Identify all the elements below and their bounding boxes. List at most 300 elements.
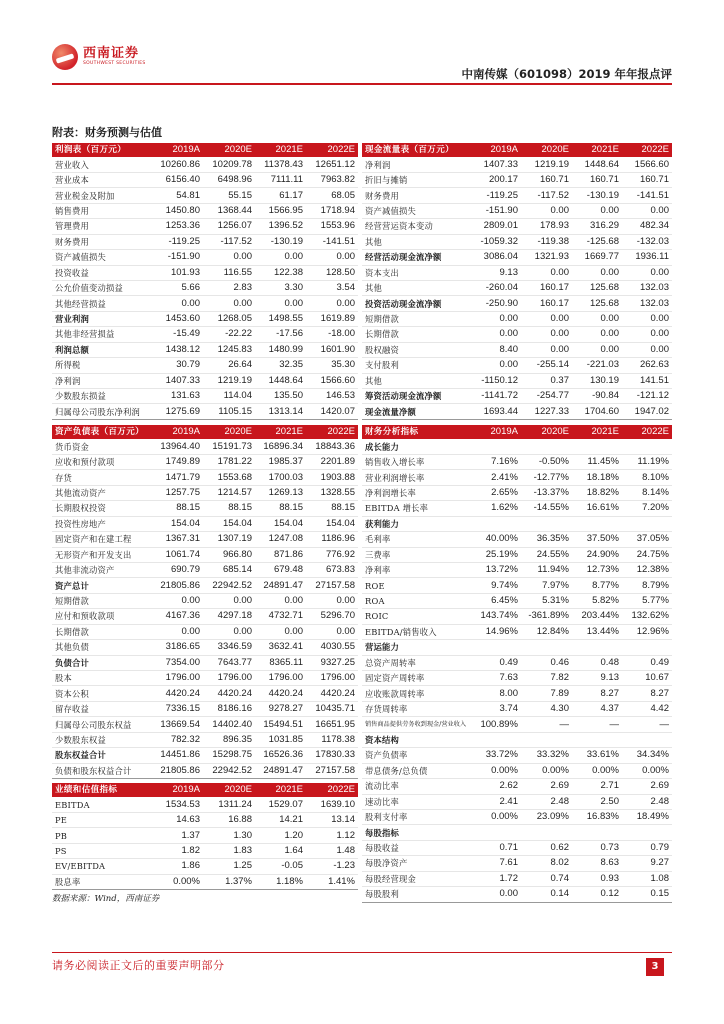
cell-value: 2201.89 — [306, 454, 358, 469]
cell-value: 11378.43 — [255, 157, 306, 172]
cell-value: 0.00 — [470, 887, 521, 902]
cell-value: 1227.33 — [521, 404, 572, 419]
cell-value: 2.65% — [470, 485, 521, 500]
row-label: 营业税金及附加 — [52, 188, 150, 203]
cell-value: 1639.10 — [306, 797, 358, 812]
cell-value: -17.56 — [255, 327, 306, 342]
cell-value: 33.61% — [572, 748, 622, 763]
cell-value: 24891.47 — [255, 578, 306, 593]
cell-value: 4420.24 — [150, 686, 203, 701]
cell-value: 1448.64 — [255, 373, 306, 388]
table-row — [362, 234, 672, 249]
row-label: 营业利润增长率 — [362, 470, 470, 485]
cell-value: 11.94% — [521, 562, 572, 577]
table-row — [362, 732, 672, 747]
table-row — [362, 219, 672, 234]
cell-value: 8.00 — [470, 686, 521, 701]
cell-value — [572, 516, 622, 531]
row-label: 资产总计 — [52, 578, 150, 593]
row-label: 少数股东权益 — [52, 732, 150, 747]
cell-value: 0.00 — [572, 342, 622, 357]
cell-value: 16.88 — [203, 812, 255, 827]
table-row — [52, 701, 358, 716]
cell-value: 3.30 — [255, 280, 306, 295]
cell-value: 1061.74 — [150, 547, 203, 562]
cell-value: 8.77% — [572, 578, 622, 593]
cell-value: -119.25 — [470, 188, 521, 203]
cell-value: 2.41 — [470, 794, 521, 809]
cell-value: 33.32% — [521, 748, 572, 763]
row-label: 净利润 — [52, 373, 150, 388]
table-row — [52, 188, 358, 203]
cell-value: 1566.60 — [306, 373, 358, 388]
cashflow-statement-table — [362, 143, 672, 420]
table-title: 利润表（百万元） — [52, 143, 150, 157]
cell-value: 0.00 — [255, 624, 306, 639]
cell-value: 0.00 — [255, 593, 306, 608]
cell-value: — — [521, 717, 572, 732]
cell-value: 0.46 — [521, 655, 572, 670]
table-row — [52, 280, 358, 295]
cell-value — [622, 439, 672, 454]
cell-value: 14.63 — [150, 812, 203, 827]
cell-value: 1253.36 — [150, 219, 203, 234]
cell-value: 6.45% — [470, 593, 521, 608]
row-label: 短期借款 — [52, 593, 150, 608]
cell-value: 4420.24 — [203, 686, 255, 701]
year-header: 2019A — [470, 143, 521, 157]
table-row — [52, 203, 358, 218]
cell-value: 0.00% — [150, 874, 203, 889]
income-statement-table — [52, 143, 358, 420]
table-row — [52, 547, 358, 562]
header-divider — [52, 83, 672, 85]
cell-value: -260.04 — [470, 280, 521, 295]
cell-value: -141.51 — [306, 234, 358, 249]
cell-value: 8.79% — [622, 578, 672, 593]
cell-value: 1985.37 — [255, 454, 306, 469]
table-row — [52, 373, 358, 388]
cell-value: 1566.95 — [255, 203, 306, 218]
table-row — [52, 501, 358, 516]
row-label: 股本 — [52, 671, 150, 686]
cell-value: 1553.68 — [203, 470, 255, 485]
row-label: 其他流动资产 — [52, 485, 150, 500]
cell-value: 14.96% — [470, 624, 521, 639]
cell-value: 1186.96 — [306, 532, 358, 547]
cell-value — [521, 825, 572, 840]
table-row — [52, 311, 358, 326]
cell-value: 1214.57 — [203, 485, 255, 500]
cell-value — [622, 732, 672, 747]
cell-value: 1420.07 — [306, 404, 358, 419]
cell-value: 1566.60 — [622, 157, 672, 172]
row-label: 财务费用 — [52, 234, 150, 249]
year-header: 2021E — [255, 783, 306, 797]
cell-value — [521, 640, 572, 655]
cell-value: 0.00 — [622, 203, 672, 218]
cell-value: 15191.73 — [203, 439, 255, 454]
table-header-row — [52, 143, 358, 157]
row-label: 营运能力 — [362, 640, 470, 655]
table-row — [362, 840, 672, 855]
company-logo — [52, 44, 146, 70]
table-row — [52, 404, 358, 419]
row-label: 其他 — [362, 373, 470, 388]
cell-value: 1247.08 — [255, 532, 306, 547]
table-row — [362, 887, 672, 902]
table-row — [52, 655, 358, 670]
cell-value: 0.00 — [150, 624, 203, 639]
cell-value: -151.90 — [150, 250, 203, 265]
cell-value: 1453.60 — [150, 311, 203, 326]
table-row — [362, 172, 672, 187]
cell-value: 0.00 — [306, 624, 358, 639]
cell-value: 0.00 — [470, 358, 521, 373]
row-label: PS — [52, 843, 150, 858]
cell-value: 0.00 — [306, 250, 358, 265]
cell-value: 26.64 — [203, 358, 255, 373]
row-label: 其他非经营损益 — [52, 327, 150, 342]
table-row — [52, 358, 358, 373]
table-row — [52, 470, 358, 485]
cell-value: 178.93 — [521, 219, 572, 234]
cell-value: 316.29 — [572, 219, 622, 234]
table-row — [362, 562, 672, 577]
cell-value: 160.17 — [521, 296, 572, 311]
cell-value — [572, 825, 622, 840]
table-row — [362, 358, 672, 373]
row-label: 利润总额 — [52, 342, 150, 357]
table-row — [362, 250, 672, 265]
cell-value: 61.17 — [255, 188, 306, 203]
cell-value: 7.82 — [521, 671, 572, 686]
cell-value: -361.89% — [521, 609, 572, 624]
cell-value: — — [572, 717, 622, 732]
row-label: 归属母公司股东权益 — [52, 717, 150, 732]
table-row — [362, 748, 672, 763]
cell-value: 13.72% — [470, 562, 521, 577]
cell-value: 154.04 — [203, 516, 255, 531]
cell-value: 0.49 — [622, 655, 672, 670]
table-row — [52, 234, 358, 249]
cell-value: -1150.12 — [470, 373, 521, 388]
table-title: 业绩和估值指标 — [52, 783, 150, 797]
cell-value: 1256.07 — [203, 219, 255, 234]
row-label: 营业利润 — [52, 311, 150, 326]
cell-value: 0.00 — [203, 250, 255, 265]
cell-value: -18.00 — [306, 327, 358, 342]
cell-value: 7.97% — [521, 578, 572, 593]
cell-value: -221.03 — [572, 358, 622, 373]
table-row — [362, 501, 672, 516]
logo-emblem-icon — [52, 44, 78, 70]
cell-value: 1.37 — [150, 828, 203, 843]
cell-value: 160.17 — [521, 280, 572, 295]
table-title: 资产负债表（百万元） — [52, 425, 150, 439]
table-row — [362, 404, 672, 419]
table-row — [362, 794, 672, 809]
table-row — [52, 812, 358, 827]
table-row — [362, 342, 672, 357]
logo-chinese-name: 西南证券 — [83, 46, 140, 61]
row-label: 每股经营现金 — [362, 871, 470, 886]
table-row — [52, 532, 358, 547]
cell-value — [521, 516, 572, 531]
cell-value: 24.75% — [622, 547, 672, 562]
row-label: 营业成本 — [52, 172, 150, 187]
cell-value: 1.48 — [306, 843, 358, 858]
table-header-row — [52, 783, 358, 797]
year-header: 2019A — [470, 425, 521, 439]
row-label: 财务费用 — [362, 188, 470, 203]
cell-value: 88.15 — [203, 501, 255, 516]
row-label: EBITDA/销售收入 — [362, 624, 470, 639]
cell-value: 135.50 — [255, 389, 306, 404]
table-row — [362, 327, 672, 342]
cell-value: 1367.31 — [150, 532, 203, 547]
cell-value: -125.68 — [572, 234, 622, 249]
cell-value: 125.68 — [572, 280, 622, 295]
cell-value: 1480.99 — [255, 342, 306, 357]
cell-value: 8.10% — [622, 470, 672, 485]
cell-value: 1321.93 — [521, 250, 572, 265]
cell-value: 0.14 — [521, 887, 572, 902]
cell-value: 16896.34 — [255, 439, 306, 454]
cell-value: 17830.33 — [306, 748, 358, 763]
table-row — [52, 219, 358, 234]
row-label: 三费率 — [362, 547, 470, 562]
row-label: 速动比率 — [362, 794, 470, 809]
cell-value: 0.00 — [306, 593, 358, 608]
cell-value — [572, 439, 622, 454]
cell-value: 7111.11 — [255, 172, 306, 187]
cell-value: 9.13 — [470, 265, 521, 280]
cell-value: -90.84 — [572, 389, 622, 404]
cell-value: 0.00 — [622, 342, 672, 357]
cell-value: 6498.96 — [203, 172, 255, 187]
cell-value: 1.30 — [203, 828, 255, 843]
table-header-row — [362, 425, 672, 439]
table-row — [362, 701, 672, 716]
row-label: 每股收益 — [362, 840, 470, 855]
row-label: 每股净资产 — [362, 856, 470, 871]
cell-value: 1498.55 — [255, 311, 306, 326]
row-label: 营业收入 — [52, 157, 150, 172]
cell-value: 3186.65 — [150, 640, 203, 655]
cell-value: 2.69 — [521, 779, 572, 794]
cell-value: 9327.25 — [306, 655, 358, 670]
cell-value: 3.74 — [470, 701, 521, 716]
cell-value: 3346.59 — [203, 640, 255, 655]
cell-value: 7.63 — [470, 671, 521, 686]
year-header: 2019A — [150, 143, 203, 157]
cell-value: 13964.40 — [150, 439, 203, 454]
cell-value: 3632.41 — [255, 640, 306, 655]
cell-value: 1669.77 — [572, 250, 622, 265]
cell-value: 1700.03 — [255, 470, 306, 485]
cell-value: 0.00 — [470, 327, 521, 342]
cell-value — [470, 825, 521, 840]
table-row — [52, 485, 358, 500]
cell-value: 116.55 — [203, 265, 255, 280]
cell-value: 18.18% — [572, 470, 622, 485]
cell-value: 10.67 — [622, 671, 672, 686]
cell-value: 55.15 — [203, 188, 255, 203]
cell-value: 1601.90 — [306, 342, 358, 357]
cell-value: 4.30 — [521, 701, 572, 716]
cell-value: 18.49% — [622, 809, 672, 824]
year-header: 2020E — [203, 783, 255, 797]
cell-value: 21805.86 — [150, 578, 203, 593]
cell-value — [572, 732, 622, 747]
cell-value: 871.86 — [255, 547, 306, 562]
cell-value: 32.35 — [255, 358, 306, 373]
table-row — [362, 593, 672, 608]
cell-value: 1749.89 — [150, 454, 203, 469]
cell-value: 0.00 — [572, 311, 622, 326]
cell-value: 101.93 — [150, 265, 203, 280]
table-row — [362, 671, 672, 686]
table-row — [52, 624, 358, 639]
table-row — [362, 609, 672, 624]
year-header: 2022E — [306, 425, 358, 439]
row-label: 股利支付率 — [362, 809, 470, 824]
year-header: 2020E — [521, 143, 572, 157]
cell-value: 130.19 — [572, 373, 622, 388]
cell-value: 40.00% — [470, 532, 521, 547]
row-label: 资本支出 — [362, 265, 470, 280]
cell-value: -0.05 — [255, 859, 306, 874]
cell-value: 154.04 — [255, 516, 306, 531]
cell-value: 18.82% — [572, 485, 622, 500]
row-label: 存货周转率 — [362, 701, 470, 716]
cell-value: 4420.24 — [255, 686, 306, 701]
cell-value: 2.48 — [521, 794, 572, 809]
cell-value: 2.41% — [470, 470, 521, 485]
table-row — [52, 748, 358, 763]
cell-value: 1407.33 — [150, 373, 203, 388]
cell-value: 7.61 — [470, 856, 521, 871]
cell-value: 2.83 — [203, 280, 255, 295]
cell-value: 7.16% — [470, 454, 521, 469]
table-row — [52, 516, 358, 531]
row-label: 成长能力 — [362, 439, 470, 454]
cell-value: 1257.75 — [150, 485, 203, 500]
cell-value — [572, 640, 622, 655]
cell-value: 8365.11 — [255, 655, 306, 670]
table-row — [52, 593, 358, 608]
cell-value: 27157.58 — [306, 578, 358, 593]
cell-value: 146.53 — [306, 389, 358, 404]
row-label: 其他 — [362, 280, 470, 295]
cell-value: 690.79 — [150, 562, 203, 577]
row-label: 资产负债率 — [362, 748, 470, 763]
cell-value: 782.32 — [150, 732, 203, 747]
row-label: 长期借款 — [52, 624, 150, 639]
cell-value: 0.00 — [306, 296, 358, 311]
year-header: 2022E — [306, 783, 358, 797]
cell-value: 24.90% — [572, 547, 622, 562]
cell-value: 125.68 — [572, 296, 622, 311]
cell-value: 1.41% — [306, 874, 358, 889]
table-row — [52, 265, 358, 280]
appendix-title: 附表：财务预测与估值 — [52, 126, 162, 139]
row-label: 无形资产和开发支出 — [52, 547, 150, 562]
table-row — [362, 856, 672, 871]
row-label: PB — [52, 828, 150, 843]
cell-value: 6156.40 — [150, 172, 203, 187]
cell-value: 16.83% — [572, 809, 622, 824]
cell-value: 0.00% — [521, 763, 572, 778]
row-label: 应收账款周转率 — [362, 686, 470, 701]
row-label: 带息债务/总负债 — [362, 763, 470, 778]
cell-value: 18843.36 — [306, 439, 358, 454]
cell-value: 54.81 — [150, 188, 203, 203]
row-label: 净利润增长率 — [362, 485, 470, 500]
cell-value: 1178.38 — [306, 732, 358, 747]
cell-value: 11.45% — [572, 454, 622, 469]
row-label: 投资性房地产 — [52, 516, 150, 531]
cell-value: 5.66 — [150, 280, 203, 295]
table-row — [52, 671, 358, 686]
cell-value: 1.12 — [306, 828, 358, 843]
cell-value — [470, 439, 521, 454]
cell-value: 1450.80 — [150, 203, 203, 218]
cell-value: 0.00 — [150, 296, 203, 311]
cell-value: 2809.01 — [470, 219, 521, 234]
cell-value: 22942.52 — [203, 763, 255, 778]
row-label: 投资收益 — [52, 265, 150, 280]
cell-value: 1.37% — [203, 874, 255, 889]
row-label: 经营活动现金流净额 — [362, 250, 470, 265]
cell-value: 2.48 — [622, 794, 672, 809]
cell-value: 21805.86 — [150, 763, 203, 778]
row-label: 负债合计 — [52, 655, 150, 670]
footer-divider — [52, 952, 672, 953]
table-row — [362, 717, 672, 732]
table-row — [362, 203, 672, 218]
cell-value: 0.00% — [470, 809, 521, 824]
cell-value: 0.73 — [572, 840, 622, 855]
table-title: 现金流量表（百万元） — [362, 143, 470, 157]
row-label: 销售费用 — [52, 203, 150, 218]
cell-value: 1.62% — [470, 501, 521, 516]
row-label: EBITDA — [52, 797, 150, 812]
cell-value: 2.62 — [470, 779, 521, 794]
row-label: 股息率 — [52, 874, 150, 889]
cell-value: 1553.96 — [306, 219, 358, 234]
table-row — [362, 296, 672, 311]
cell-value: 1534.53 — [150, 797, 203, 812]
cell-value: 9.27 — [622, 856, 672, 871]
cell-value — [470, 732, 521, 747]
cell-value: 0.00% — [470, 763, 521, 778]
cell-value: 1936.11 — [622, 250, 672, 265]
cell-value: 114.04 — [203, 389, 255, 404]
cell-value: 0.74 — [521, 871, 572, 886]
cell-value: 1.83 — [203, 843, 255, 858]
cell-value: 1307.19 — [203, 532, 255, 547]
cell-value: 9.13 — [572, 671, 622, 686]
table-row — [52, 874, 358, 889]
row-label: 长期借款 — [362, 327, 470, 342]
cell-value: 10435.71 — [306, 701, 358, 716]
cell-value: 9.74% — [470, 578, 521, 593]
year-header: 2021E — [572, 425, 622, 439]
cell-value: 2.69 — [622, 779, 672, 794]
year-header: 2020E — [203, 425, 255, 439]
